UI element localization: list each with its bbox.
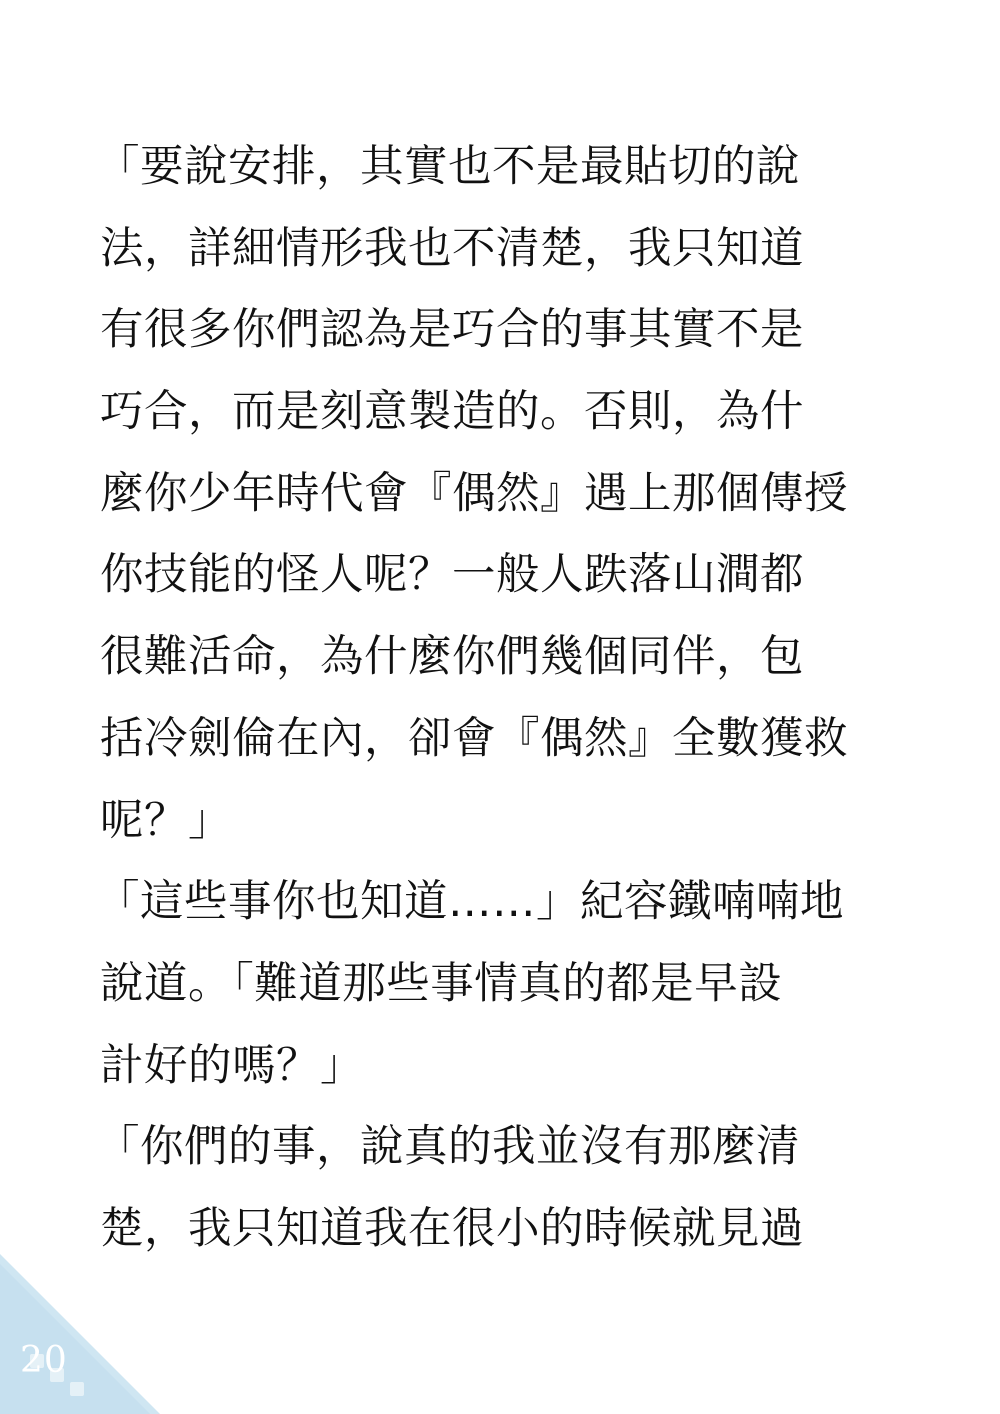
manben-logo-watermark-icon [0, 1254, 160, 1414]
text-line-10: 「這些事你也知道……」紀容鐵喃喃地 [96, 877, 844, 928]
text-line-6: 你技能的怪人呢？一般人跌落山澗都 [100, 550, 804, 601]
text-line-4: 巧合，而是刻意製造的。否則，為什 [100, 387, 804, 438]
text-line-5: 麼你少年時代會『偶然』遇上那個傳授 [100, 468, 848, 519]
text-line-1: 「要說安排，其實也不是最貼切的說 [96, 142, 800, 192]
text-line-2: 法，詳細情形我也不清楚，我只知道 [100, 223, 804, 274]
text-line-9: 呢？」 [100, 795, 232, 846]
text-line-3: 有很多你們認為是巧合的事其實不是 [100, 305, 804, 356]
text-line-14: 楚，我只知道我在很小的時候就見過 [100, 1203, 804, 1254]
body-text [96, 127, 900, 1271]
page-number: 20 [20, 1340, 68, 1381]
text-line-11: 說道。「難道那些事情真的都是早設 [100, 958, 783, 1009]
text-line-13: 「你們的事，說真的我並沒有那麼清 [96, 1122, 800, 1173]
text-line-12: 計好的嗎？」 [100, 1040, 364, 1091]
text-line-8: 括冷劍倫在內，卻會『偶然』全數獲救 [100, 713, 848, 764]
watermark-corner [0, 1254, 160, 1414]
text-line-7: 很難活命，為什麼你們幾個同伴，包 [100, 632, 804, 683]
